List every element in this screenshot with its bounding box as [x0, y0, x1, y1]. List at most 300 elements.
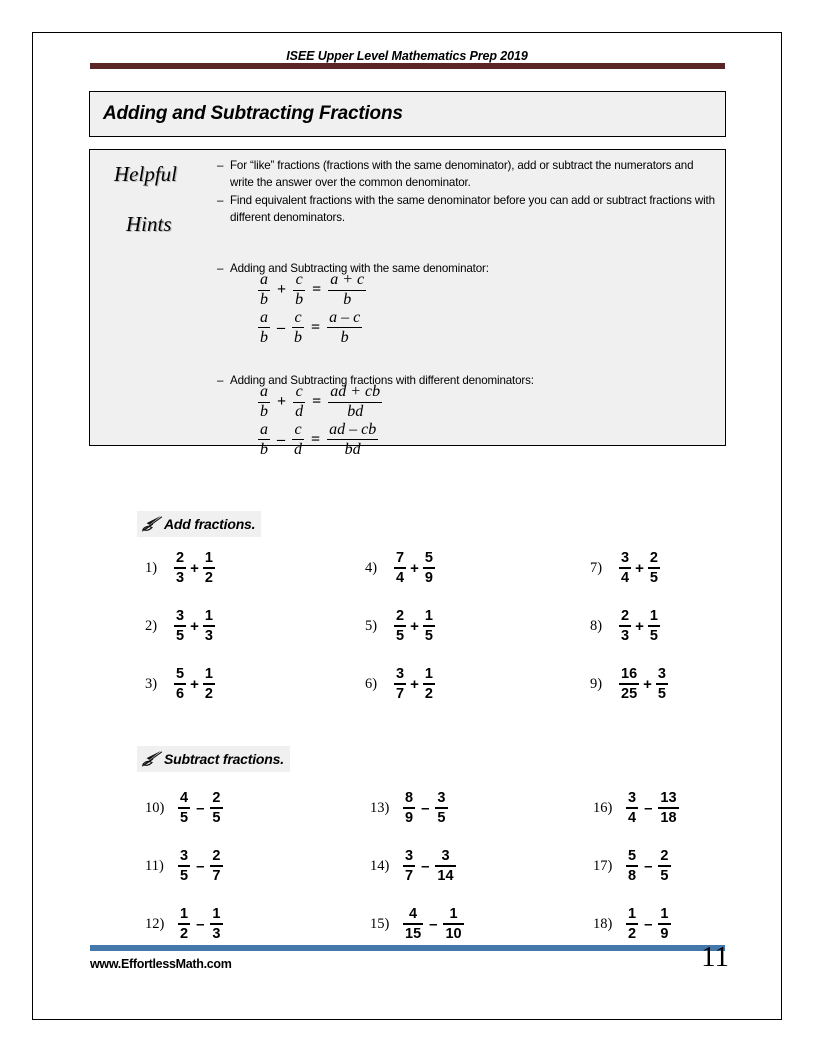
hint-text: Adding and Subtracting fractions with different denominators: [230, 374, 534, 387]
operator: – [196, 857, 205, 875]
problem-number: 12) [145, 915, 165, 932]
denominator: 7 [212, 867, 221, 884]
numerator: 4 [409, 906, 418, 922]
equals-sign: = [311, 318, 321, 336]
numerator: 1 [449, 906, 458, 922]
problem-expression [619, 551, 660, 586]
problem-number: 14) [370, 857, 390, 874]
denominator: 7 [396, 685, 405, 702]
problem-expression [626, 791, 679, 826]
quill-pen-icon [141, 515, 163, 533]
denominator: 14 [437, 867, 454, 884]
fraction [210, 907, 222, 942]
numerator: 2 [176, 550, 185, 566]
fraction [258, 384, 270, 421]
page-title: Adding and Subtracting Fractions [103, 103, 403, 124]
fraction [619, 551, 631, 586]
operator: + [277, 281, 287, 299]
fraction-bar [403, 807, 415, 809]
hint-dash: – [217, 262, 224, 275]
operator: + [635, 617, 644, 635]
denominator: 9 [424, 569, 433, 586]
fraction [174, 667, 186, 702]
fraction [178, 791, 190, 826]
denominator: 8 [628, 867, 637, 884]
formula-row [258, 422, 382, 459]
denominator: 6 [176, 685, 185, 702]
numerator: 3 [621, 550, 630, 566]
fraction [258, 422, 270, 459]
operator: + [190, 617, 199, 635]
equals-sign: = [312, 393, 322, 411]
denominator: 2 [180, 925, 189, 942]
operator: – [429, 915, 438, 933]
fraction-bar [658, 923, 670, 925]
problem-expression [403, 849, 456, 884]
hint-dash: – [217, 374, 224, 387]
problem-item[interactable] [145, 551, 215, 586]
problem-number: 1) [145, 559, 158, 576]
operator: + [190, 675, 199, 693]
problem-item[interactable] [590, 551, 660, 586]
numerator: 5 [176, 666, 185, 682]
fraction [626, 907, 638, 942]
denominator: 5 [657, 685, 666, 702]
denominator: 15 [405, 925, 422, 942]
denominator: b [343, 291, 352, 309]
helpful-hints-box [89, 149, 726, 458]
numerator: 16 [621, 666, 638, 682]
denominator: 2 [204, 569, 213, 586]
fraction [403, 907, 423, 942]
problem-item[interactable] [590, 609, 660, 644]
numerator: 3 [180, 848, 189, 864]
numerator: 3 [396, 666, 405, 682]
numerator: 4 [180, 790, 189, 806]
fraction [658, 791, 678, 826]
hints-label-line1: Helpful [114, 162, 177, 186]
fraction [293, 272, 305, 309]
numerator: a [260, 383, 268, 400]
numerator: 3 [657, 666, 666, 682]
operator: + [190, 559, 199, 577]
problem-number: 10) [145, 799, 165, 816]
problem-item[interactable] [145, 907, 223, 942]
fraction-bar [394, 567, 406, 569]
problem-expression [178, 791, 223, 826]
denominator: 5 [660, 867, 669, 884]
fraction-bar [658, 807, 678, 809]
denominator: 2 [628, 925, 637, 942]
problem-expression [626, 849, 671, 884]
operator: + [635, 559, 644, 577]
numerator: a [260, 420, 268, 438]
problem-expression [403, 907, 464, 942]
problem-row [145, 791, 805, 849]
fraction-bar [626, 923, 638, 925]
numerator: ad + cb [330, 383, 381, 400]
numerator: 3 [441, 848, 450, 864]
numerator: c [295, 271, 303, 288]
problem-number: 17) [593, 857, 613, 874]
numerator: c [295, 383, 303, 400]
problem-item[interactable] [370, 907, 464, 942]
denominator: 3 [204, 627, 213, 644]
denominator: 5 [649, 627, 658, 644]
problem-item[interactable] [593, 907, 671, 942]
footer-rule [90, 945, 725, 951]
fraction [435, 849, 455, 884]
fraction-bar [394, 683, 406, 685]
operator: – [277, 318, 285, 336]
numerator: 1 [424, 608, 433, 624]
fraction-bar [174, 567, 186, 569]
add-problems-grid [145, 551, 805, 725]
hint-text: Adding and Subtracting with the same denominator: [230, 262, 489, 275]
fraction-bar [174, 683, 186, 685]
fraction [327, 310, 362, 347]
fraction-bar [403, 865, 415, 867]
footer-website[interactable]: www.EffortlessMath.com [90, 957, 232, 971]
fraction-bar [423, 683, 435, 685]
problem-number: 15) [370, 915, 390, 932]
fraction [658, 849, 670, 884]
denominator: b [260, 328, 268, 346]
fraction-bar [174, 625, 186, 627]
fraction-bar [619, 567, 631, 569]
operator: – [196, 915, 205, 933]
problem-number: 16) [593, 799, 613, 816]
formula-block-different-denominator [258, 384, 382, 459]
operator: + [643, 675, 652, 693]
numerator: 1 [424, 666, 433, 682]
operator: + [277, 393, 287, 411]
numerator: 2 [649, 550, 658, 566]
denominator: 7 [405, 867, 414, 884]
problem-item[interactable] [145, 791, 223, 826]
denominator: b [260, 403, 268, 421]
problem-item[interactable] [370, 849, 456, 884]
denominator: 9 [660, 925, 669, 942]
problem-number: 11) [145, 857, 164, 874]
problem-item[interactable] [593, 791, 679, 826]
problem-item[interactable] [365, 551, 435, 586]
fraction [423, 551, 435, 586]
numerator: a + c [330, 271, 365, 288]
problem-number: 18) [593, 915, 613, 932]
denominator: b [294, 328, 302, 346]
numerator: 1 [180, 906, 189, 922]
operator: – [644, 915, 653, 933]
problem-row [145, 667, 805, 725]
problem-number: 3) [145, 675, 158, 692]
problem-item[interactable] [370, 791, 448, 826]
denominator: d [295, 403, 304, 421]
fraction-bar [658, 865, 670, 867]
header-rule [90, 63, 725, 69]
denominator: 3 [621, 627, 630, 644]
denominator: 5 [176, 627, 185, 644]
section-label: Add fractions. [164, 516, 256, 532]
problem-expression [174, 609, 215, 644]
fraction [619, 667, 639, 702]
fraction-bar [435, 807, 447, 809]
numerator: 2 [212, 848, 221, 864]
fraction [394, 609, 406, 644]
operator: – [421, 799, 430, 817]
numerator: 1 [660, 906, 669, 922]
page-number: 11 [701, 941, 729, 973]
problem-expression [174, 551, 215, 586]
fraction-bar [626, 865, 638, 867]
fraction [174, 551, 186, 586]
denominator: 4 [621, 569, 630, 586]
denominator: 5 [424, 627, 433, 644]
section-label: Subtract fractions. [164, 751, 284, 767]
numerator: 8 [405, 790, 414, 806]
worksheet-page [32, 32, 782, 1020]
numerator: 1 [204, 666, 213, 682]
fraction-bar [648, 625, 660, 627]
fraction-bar [210, 807, 222, 809]
numerator: 3 [405, 848, 414, 864]
fraction-bar [210, 923, 222, 925]
fraction [203, 551, 215, 586]
numerator: 1 [628, 906, 637, 922]
denominator: 4 [628, 809, 637, 826]
fraction [626, 791, 638, 826]
hint-text: For “like” fractions (fractions with the same denominator), add or subtract the numerators and write the answer over the common denominator. [230, 159, 694, 189]
formula-block-same-denominator [258, 272, 366, 347]
denominator: 5 [180, 867, 189, 884]
numerator: 5 [424, 550, 433, 566]
problem-item[interactable] [145, 849, 223, 884]
fraction [327, 422, 378, 459]
fraction [658, 907, 670, 942]
fraction [328, 384, 382, 421]
problem-number: 13) [370, 799, 390, 816]
denominator: 5 [396, 627, 405, 644]
problem-number: 4) [365, 559, 378, 576]
operator: + [410, 617, 419, 635]
operator: – [196, 799, 205, 817]
equals-sign: = [311, 430, 321, 448]
problem-expression [178, 849, 223, 884]
denominator: b [340, 328, 349, 346]
numerator: c [294, 420, 302, 438]
fraction-bar [403, 923, 423, 925]
denominator: 5 [649, 569, 658, 586]
hint-item [217, 193, 715, 226]
fraction [403, 791, 415, 826]
problem-row [145, 849, 805, 907]
numerator: 13 [660, 790, 677, 806]
fraction [293, 384, 305, 421]
problem-number: 2) [145, 617, 158, 634]
fraction-bar [178, 923, 190, 925]
fraction-bar [423, 567, 435, 569]
problem-expression [619, 667, 668, 702]
denominator: bd [344, 440, 361, 458]
denominator: bd [347, 403, 364, 421]
numerator: 1 [212, 906, 221, 922]
formula-row [258, 384, 382, 421]
equals-sign: = [312, 281, 322, 299]
fraction [443, 907, 463, 942]
denominator: b [260, 440, 268, 458]
numerator: c [294, 308, 302, 326]
fraction [174, 609, 186, 644]
numerator: 3 [176, 608, 185, 624]
fraction-bar [203, 683, 215, 685]
problem-number: 7) [590, 559, 603, 576]
problem-item[interactable] [145, 667, 215, 702]
hint-dash: – [217, 194, 224, 207]
problem-item[interactable] [590, 667, 668, 702]
denominator: 3 [212, 925, 221, 942]
problem-expression [174, 667, 215, 702]
problem-expression [619, 609, 660, 644]
numerator: 2 [621, 608, 630, 624]
numerator: 1 [649, 608, 658, 624]
fraction [328, 272, 366, 309]
fraction-bar [203, 567, 215, 569]
subtract-problems-grid [145, 791, 805, 965]
numerator: 3 [628, 790, 637, 806]
numerator: 2 [396, 608, 405, 624]
numerator: a [260, 308, 268, 326]
fraction [394, 667, 406, 702]
fraction [203, 667, 215, 702]
fraction [178, 907, 190, 942]
denominator: 2 [424, 685, 433, 702]
fraction-bar [210, 865, 222, 867]
fraction-bar [435, 865, 455, 867]
problem-number: 6) [365, 675, 378, 692]
section-heading-add-fractions [137, 511, 261, 537]
operator: – [421, 857, 430, 875]
fraction [656, 667, 668, 702]
denominator: 3 [176, 569, 185, 586]
fraction-bar [178, 807, 190, 809]
fraction-bar [443, 923, 463, 925]
numerator: a – c [329, 308, 361, 326]
hints-label-line2: Hints [126, 212, 172, 236]
fraction-bar [648, 567, 660, 569]
denominator: 9 [405, 809, 414, 826]
denominator: b [295, 291, 304, 309]
fraction [423, 609, 435, 644]
formula-row [258, 310, 366, 347]
chapter-title-box [89, 91, 726, 137]
problem-number: 8) [590, 617, 603, 634]
operator: + [410, 559, 419, 577]
problem-expression [394, 667, 435, 702]
numerator: 2 [660, 848, 669, 864]
problem-row [145, 609, 805, 667]
fraction-bar [203, 625, 215, 627]
operator: + [410, 675, 419, 693]
fraction [423, 667, 435, 702]
section-heading-subtract-fractions [137, 746, 290, 772]
hint-text: Find equivalent fractions with the same denominator before you can add or subtract fractions with different denominators. [230, 194, 715, 224]
problem-expression [394, 551, 435, 586]
fraction [203, 609, 215, 644]
fraction [258, 310, 270, 347]
problem-expression [394, 609, 435, 644]
hint-item [217, 158, 715, 191]
numerator: 1 [204, 608, 213, 624]
hint-dash: – [217, 159, 224, 172]
quill-pen-icon [141, 750, 163, 768]
denominator: 5 [180, 809, 189, 826]
fraction [648, 609, 660, 644]
problem-item[interactable] [145, 609, 215, 644]
problem-expression [403, 791, 448, 826]
fraction-bar [656, 683, 668, 685]
fraction [292, 422, 304, 459]
numerator: ad – cb [329, 420, 377, 438]
fraction [292, 310, 304, 347]
denominator: 5 [212, 809, 221, 826]
operator: – [644, 799, 653, 817]
fraction-bar [178, 865, 190, 867]
problem-number: 9) [590, 675, 603, 692]
fraction [626, 849, 638, 884]
fraction [178, 849, 190, 884]
hints-text-list [217, 158, 715, 228]
fraction [210, 791, 222, 826]
denominator: 4 [396, 569, 405, 586]
fraction [648, 551, 660, 586]
fraction [210, 849, 222, 884]
fraction [403, 849, 415, 884]
denominator: 5 [437, 809, 446, 826]
numerator: 1 [204, 550, 213, 566]
fraction [394, 551, 406, 586]
numerator: a [260, 271, 268, 288]
numerator: 3 [437, 790, 446, 806]
denominator: 25 [621, 685, 638, 702]
formula-row [258, 272, 366, 309]
fraction [258, 272, 270, 309]
denominator: d [294, 440, 302, 458]
numerator: 7 [396, 550, 405, 566]
problem-number: 5) [365, 617, 378, 634]
denominator: 18 [660, 809, 677, 826]
problem-expression [178, 907, 223, 942]
numerator: 5 [628, 848, 637, 864]
fraction-bar [619, 625, 631, 627]
fraction [435, 791, 447, 826]
fraction [619, 609, 631, 644]
problem-item[interactable] [593, 849, 671, 884]
problem-row [145, 551, 805, 609]
numerator: 2 [212, 790, 221, 806]
problem-item[interactable] [365, 667, 435, 702]
operator: – [277, 430, 285, 448]
operator: – [644, 857, 653, 875]
denominator: b [260, 291, 268, 309]
running-header-title: ISEE Upper Level Mathematics Prep 2019 [286, 49, 528, 63]
fraction-bar [423, 625, 435, 627]
problem-item[interactable] [365, 609, 435, 644]
denominator: 10 [445, 925, 462, 942]
problem-expression [626, 907, 671, 942]
fraction-bar [619, 683, 639, 685]
denominator: 2 [204, 685, 213, 702]
fraction-bar [394, 625, 406, 627]
